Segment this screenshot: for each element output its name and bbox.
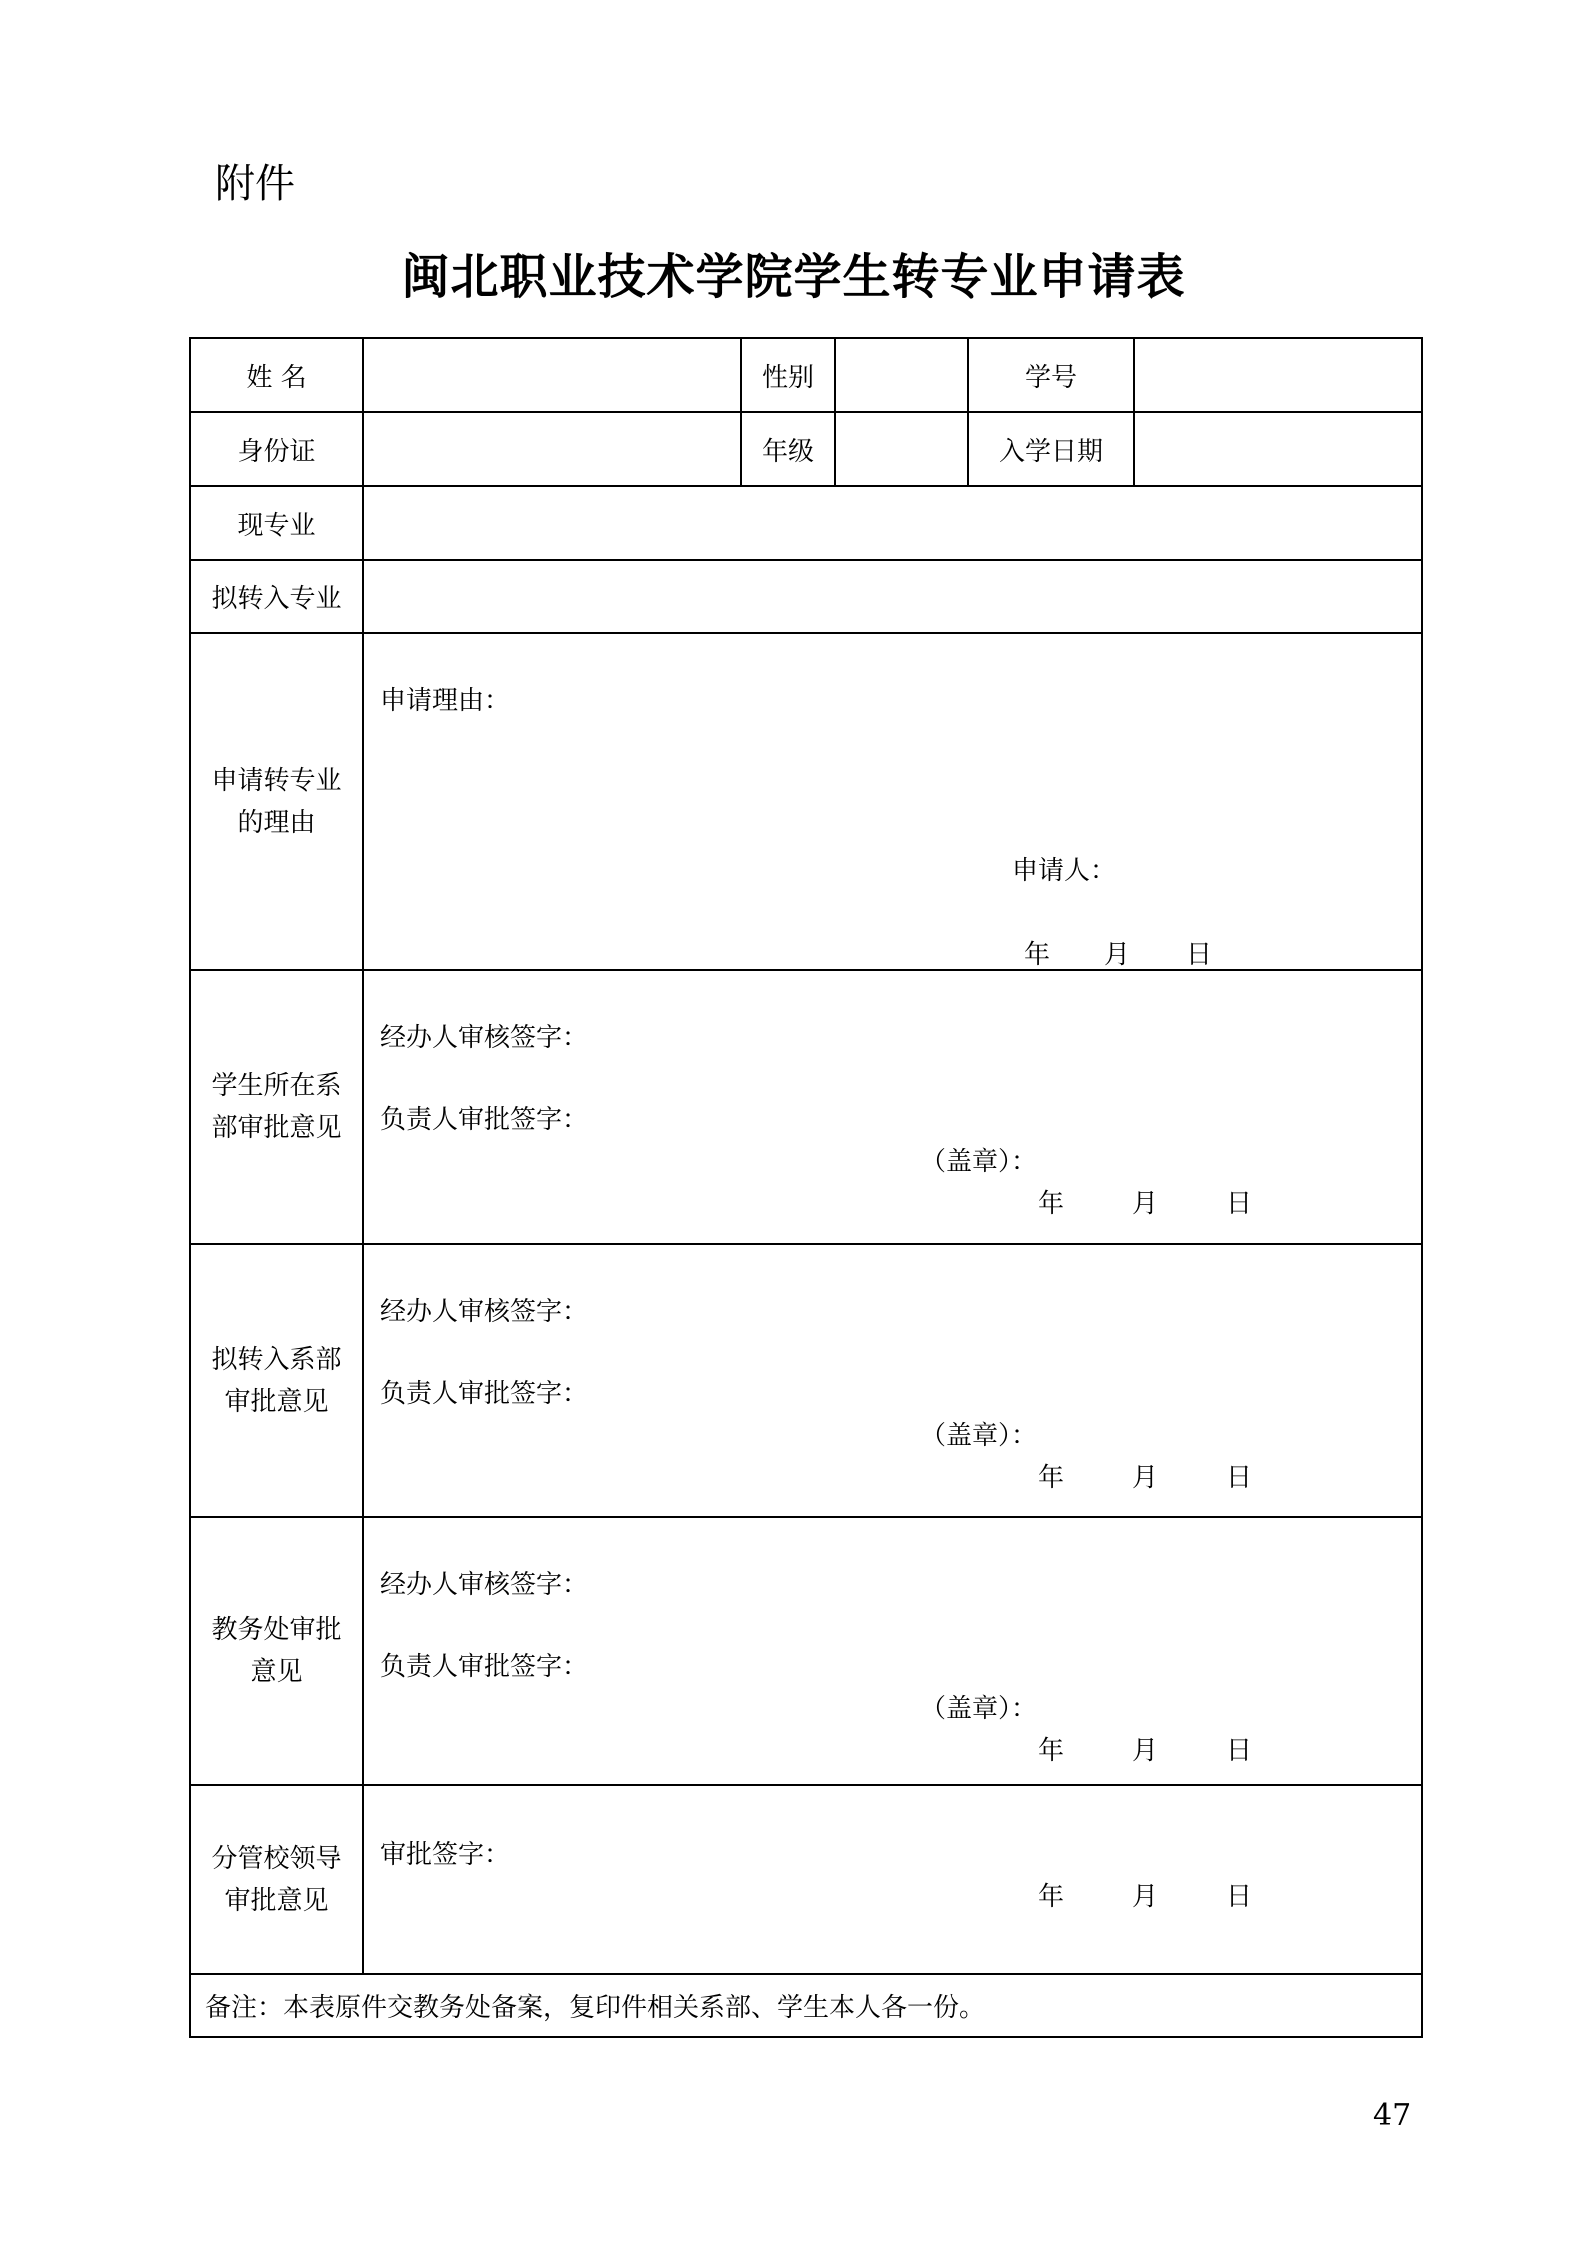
enroll-date-label: 入学日期	[968, 412, 1134, 486]
grade-field[interactable]	[835, 412, 968, 486]
page-number: 47	[1373, 2098, 1412, 2133]
target-major-field[interactable]	[363, 560, 1422, 633]
academic-label-line2: 意见	[250, 1657, 303, 1687]
reason-label-line1: 申请转专业	[211, 765, 342, 796]
reason-section-label	[190, 633, 363, 970]
leader-approval-cell[interactable]	[363, 1785, 1422, 1974]
gender-label: 性别	[741, 338, 835, 412]
row-current-major	[190, 486, 1422, 560]
row-dept-approval	[190, 970, 1422, 1244]
row-target-dept-approval	[190, 1244, 1422, 1517]
gender-field[interactable]	[835, 338, 968, 412]
leader-date-day: 日	[1226, 1882, 1253, 1912]
target-major-label: 拟转入专业	[190, 560, 363, 633]
target-dept-approval-cell[interactable]	[363, 1244, 1422, 1517]
target-dept-date-day: 日	[1226, 1463, 1253, 1493]
dept-seal: （盖章）：	[920, 1147, 1038, 1177]
name-field[interactable]	[363, 338, 741, 412]
student-id-field[interactable]	[1134, 338, 1422, 412]
target-dept-label-line1: 拟转入系部	[211, 1344, 342, 1375]
row-target-major	[190, 560, 1422, 633]
id-card-field[interactable]	[363, 412, 741, 486]
reason-prompt: 申请理由：	[380, 686, 511, 716]
academic-handler-signature: 经办人审核签字：	[380, 1570, 589, 1600]
page-title: 闽北职业技术学院学生转专业申请表	[401, 249, 1186, 305]
academic-approval-cell[interactable]	[363, 1517, 1422, 1785]
row-leader-approval	[190, 1785, 1422, 1974]
leader-label-line1: 分管校领导	[211, 1843, 342, 1874]
application-form-table	[189, 337, 1423, 2038]
dept-label-line1: 学生所在系	[211, 1071, 342, 1101]
academic-seal: （盖章）：	[920, 1694, 1038, 1724]
academic-section-label	[190, 1517, 363, 1785]
reason-date-month: 月	[1104, 940, 1131, 970]
note-text: 备注：本表原件交教务处备案，复印件相关系部、学生本人各一份。	[190, 1974, 1422, 2037]
target-dept-date-year: 年	[1038, 1463, 1065, 1493]
row-note	[190, 1974, 1422, 2037]
dept-date-month: 月	[1132, 1189, 1159, 1219]
target-dept-handler-signature: 经办人审核签字：	[380, 1297, 589, 1327]
target-dept-responsible-signature: 负责人审批签字：	[380, 1379, 589, 1409]
dept-date-day: 日	[1226, 1189, 1253, 1219]
id-card-label: 身份证	[190, 412, 363, 486]
attachment-label: 附件	[215, 161, 295, 207]
reason-cell[interactable]	[363, 633, 1422, 970]
grade-label: 年级	[741, 412, 835, 486]
academic-responsible-signature: 负责人审批签字：	[380, 1652, 589, 1682]
applicant-label: 申请人：	[1012, 856, 1117, 886]
enroll-date-field[interactable]	[1134, 412, 1422, 486]
academic-label-line1: 教务处审批	[211, 1615, 342, 1645]
dept-responsible-signature: 负责人审批签字：	[380, 1105, 589, 1135]
current-major-field[interactable]	[363, 486, 1422, 560]
reason-label-line2: 的理由	[237, 807, 316, 838]
leader-signature: 审批签字：	[380, 1840, 511, 1870]
row-name	[190, 338, 1422, 412]
reason-date-year: 年	[1024, 940, 1051, 970]
leader-label-line2: 审批意见	[224, 1885, 329, 1916]
leader-section-label	[190, 1785, 363, 1974]
dept-section-label	[190, 970, 363, 1244]
row-reason	[190, 633, 1422, 970]
reason-date-day: 日	[1186, 940, 1213, 970]
dept-label-line2: 部审批意见	[211, 1113, 342, 1143]
leader-date-month: 月	[1132, 1882, 1159, 1912]
target-dept-seal: （盖章）：	[920, 1421, 1038, 1451]
dept-date-year: 年	[1038, 1189, 1065, 1219]
academic-date-year: 年	[1038, 1736, 1065, 1766]
academic-date-day: 日	[1226, 1736, 1253, 1766]
target-dept-section-label	[190, 1244, 363, 1517]
current-major-label: 现专业	[190, 486, 363, 560]
dept-approval-cell[interactable]	[363, 970, 1422, 1244]
dept-handler-signature: 经办人审核签字：	[380, 1023, 589, 1053]
row-academic-approval	[190, 1517, 1422, 1785]
row-id-card	[190, 412, 1422, 486]
academic-date-month: 月	[1132, 1736, 1159, 1766]
target-dept-date-month: 月	[1132, 1463, 1159, 1493]
target-dept-label-line2: 审批意见	[224, 1386, 329, 1417]
name-label: 姓 名	[190, 338, 363, 412]
leader-date-year: 年	[1038, 1882, 1065, 1912]
student-id-label: 学号	[968, 338, 1134, 412]
